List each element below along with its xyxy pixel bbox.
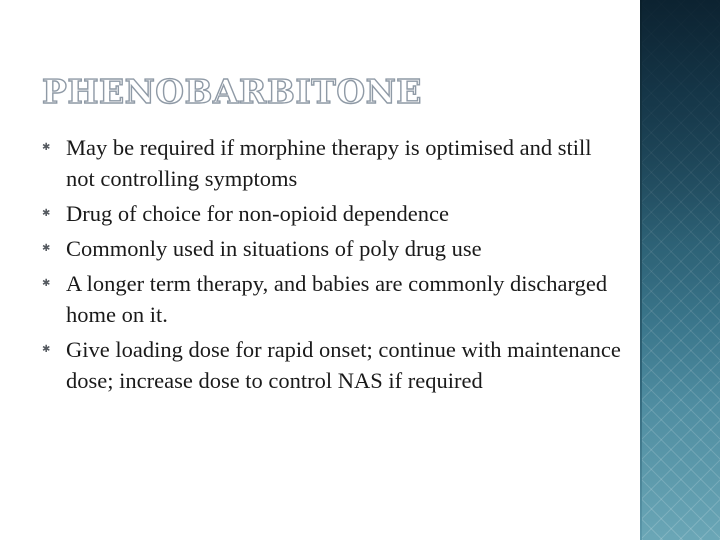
bullet-item [42, 334, 622, 396]
bullet-star-icon: ✱ [42, 142, 51, 153]
bullet-item [42, 132, 622, 194]
bullet-text: A longer term therapy, and babies are commonly discharged home on it. [66, 271, 608, 327]
bullet-item [42, 198, 622, 229]
bullet-text: May be required if morphine therapy is optimised and still not controlling symptoms [66, 135, 592, 191]
bullet-text: Commonly used in situations of poly drug use [66, 236, 482, 261]
bullet-list [42, 132, 622, 400]
decorative-side-panel [642, 0, 720, 540]
bullet-text: Drug of choice for non-opioid dependence [66, 201, 449, 226]
slide-title: PHENOBARBITONE [42, 72, 422, 111]
bullet-star-icon: ✱ [42, 278, 51, 289]
bullet-star-icon: ✱ [42, 344, 51, 355]
bullet-star-icon: ✱ [42, 208, 51, 219]
bullet-item [42, 233, 622, 264]
bullet-star-icon: ✱ [42, 243, 51, 254]
bullet-text: Give loading dose for rapid onset; continue with maintenance dose; increase dose to control NAS if required [66, 337, 621, 393]
bullet-item [42, 268, 622, 330]
